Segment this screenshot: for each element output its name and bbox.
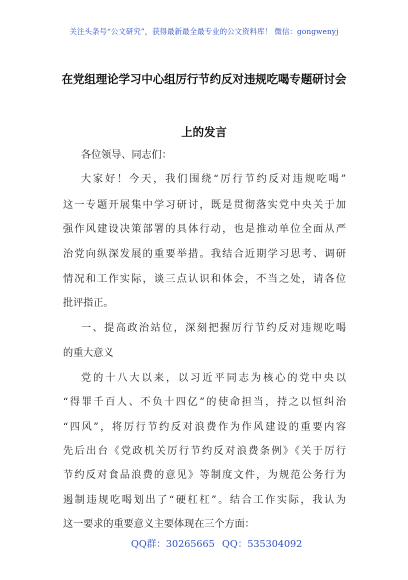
salutation: 各位领导、同志们： (81, 150, 172, 161)
paragraph-line: 先后出台《党政机关厉行节约反对浪费条例》《关于厉行 (63, 446, 346, 457)
paragraph-line: 大家好！今天，我们围绕“厉行节约反对违规吃喝” (81, 174, 346, 185)
section-heading-line: 一、提高政治站位，深刻把握厉行节约反对违规吃喝 (81, 323, 346, 334)
paragraph-line: “得罪千百人、不负十四亿”的使命担当，持之以恒纠治 (63, 397, 346, 408)
paragraph-line: 节约反对食品浪费的意见》等制度文件，为规范公务行为 (63, 470, 346, 481)
footer-qq-number: QQ：535304092 (222, 539, 303, 550)
paragraph-line: 批评指正。 (63, 298, 114, 309)
paragraph-line: 党的十八大以来，以习近平同志为核心的党中央以 (81, 373, 346, 384)
paragraph-line: 治党向纵深发展的重要举措。我结合近期学习思考、调研 (63, 249, 346, 260)
footer-qq-group: QQ群：30265665 (131, 539, 215, 550)
document-title-line-1: 在党组理论学习中心组厉行节约反对违规吃喝专题研讨会 (61, 72, 347, 86)
document-title-line-2: 上的发言 (181, 125, 227, 139)
paragraph-line: 情况和工作实际，谈三点认识和体会，不当之处，请各位 (63, 274, 346, 285)
section-heading-line: 的重大意义 (63, 348, 114, 359)
paragraph-line: 这一要求的重要意义主要体现在三个方面： (63, 519, 255, 530)
paragraph-line: “四风”，将厉行节约反对浪费作为作风建设的重要内容 (63, 422, 346, 433)
paragraph-line: 遏制违规吃喝划出了“硬杠杠”。结合工作实际，我认为 (63, 495, 346, 506)
paragraph-line: 强作风建设决策部署的具体行动，也是推动单位全面从严 (63, 224, 346, 235)
paragraph-line: 这一专题开展集中学习研讨，既是贯彻落实党中央关于加 (63, 200, 346, 211)
header-promo-note: 关注头条号“公文研究”，获得最新最全最专业的公文资料库！ 微信：gongwenyj (69, 27, 339, 36)
